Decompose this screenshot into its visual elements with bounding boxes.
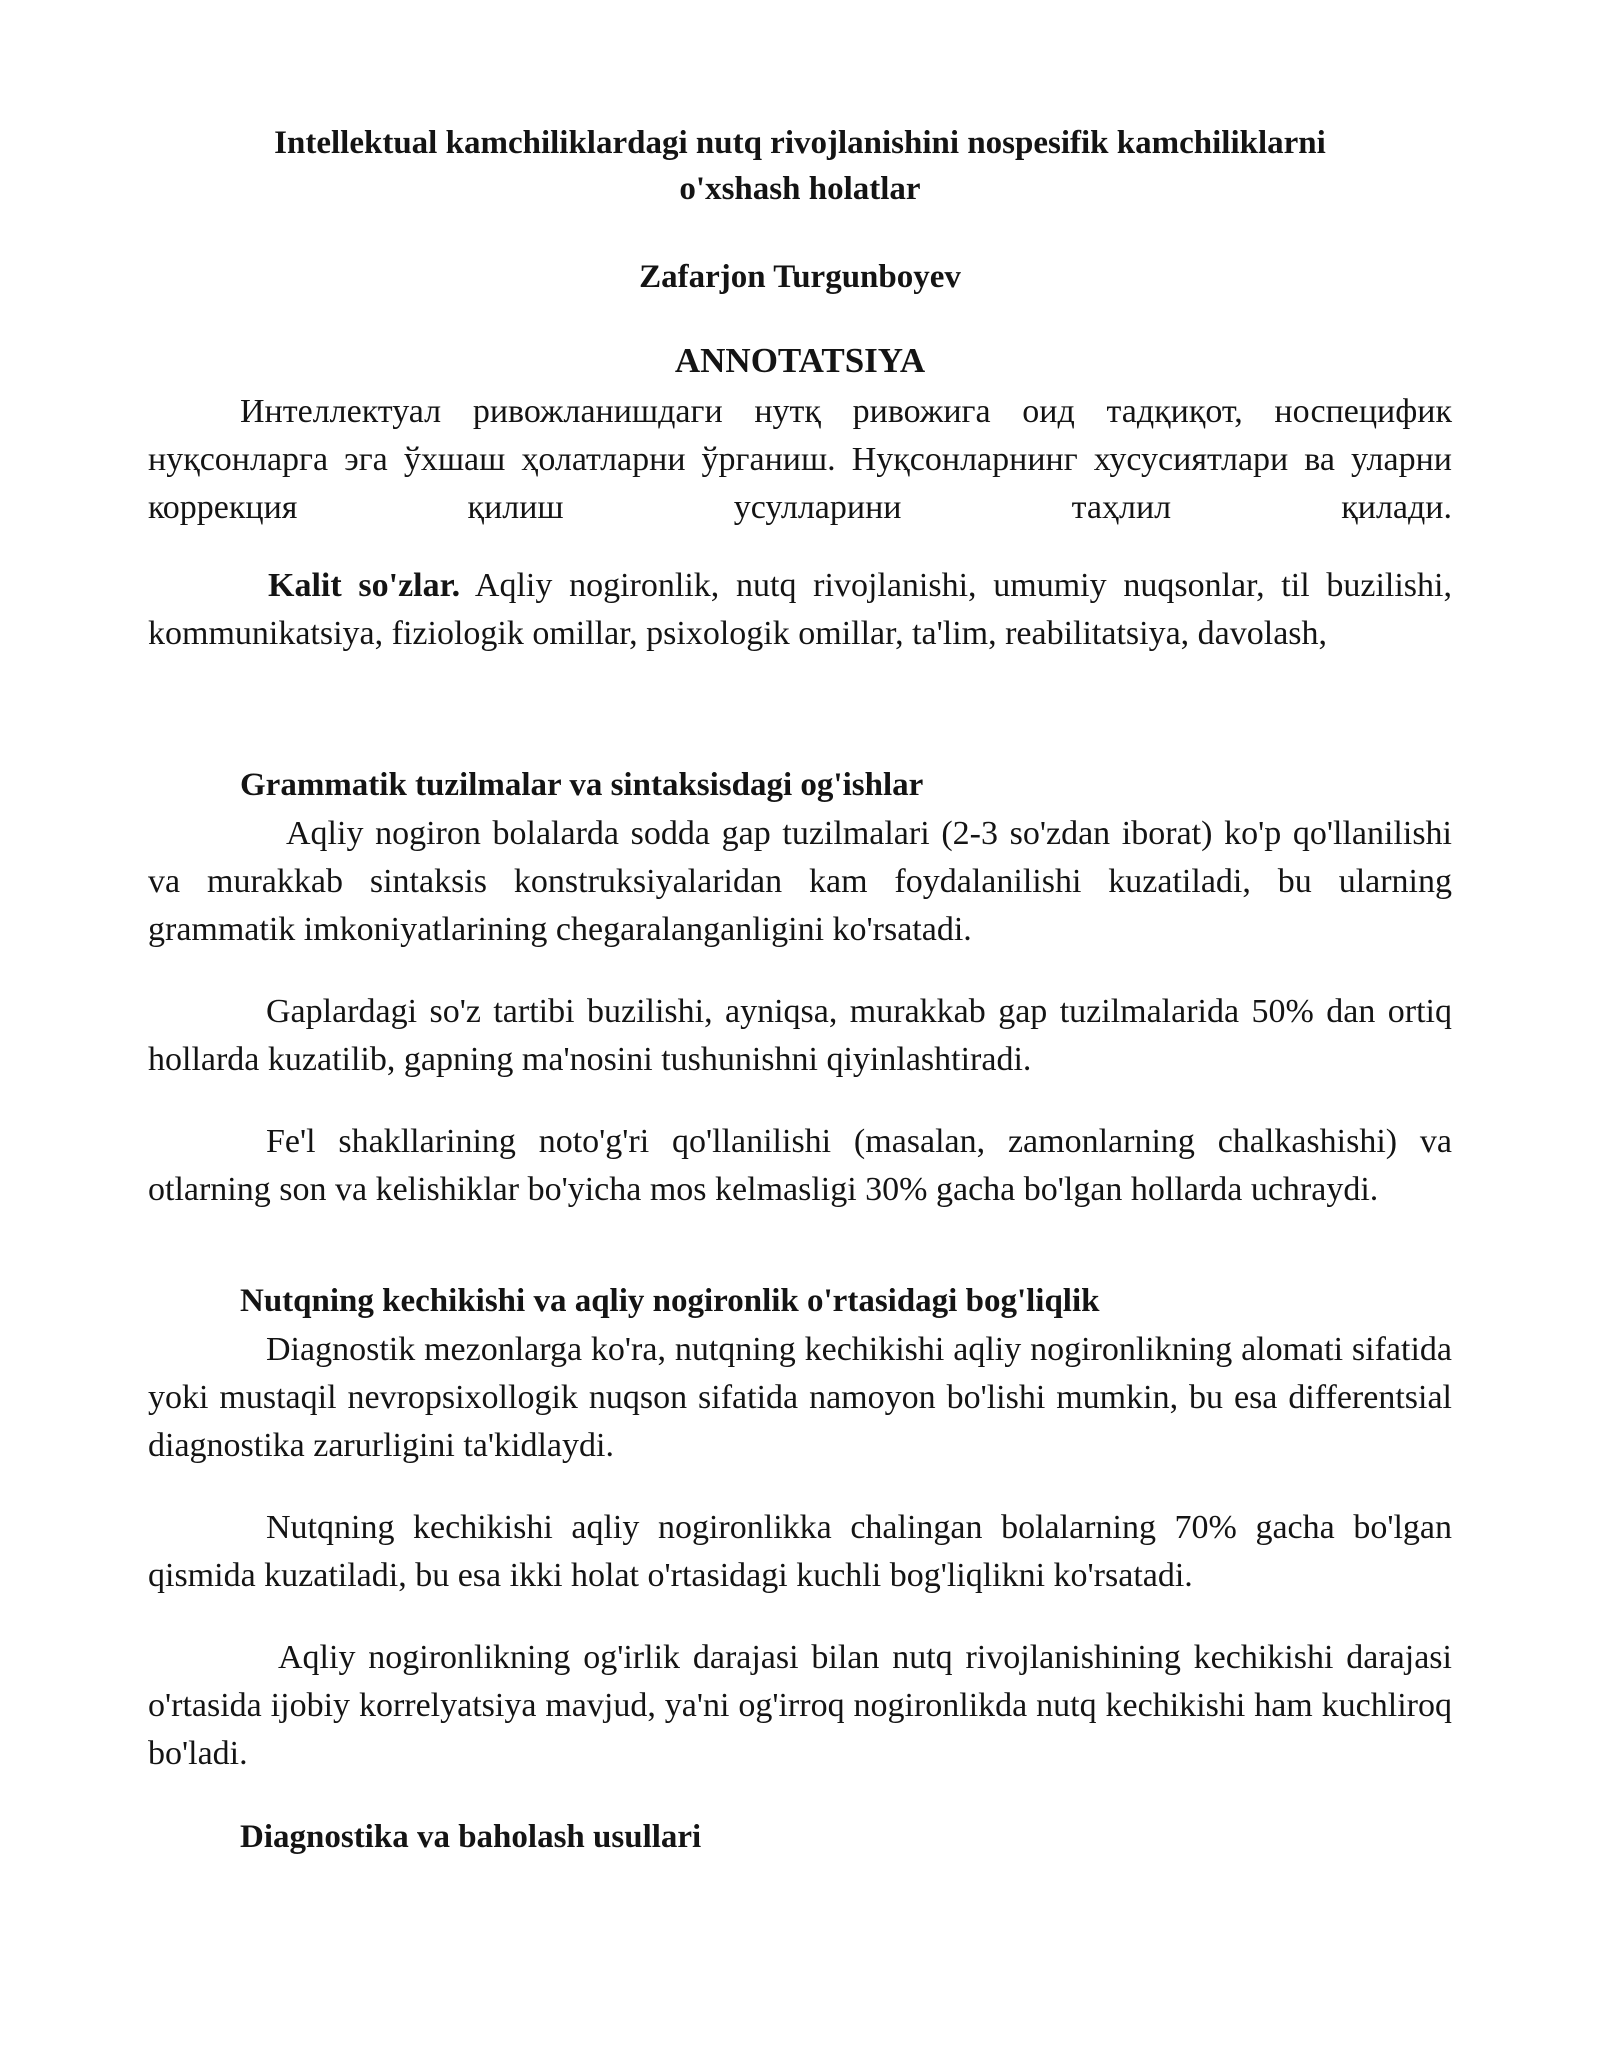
section-speech-delay-paragraph-1: Diagnostik mezonlarga ko'ra, nutqning kechikishi aqliy nogironlikning alomati sifatida yoki mustaqil nevropsixollogik nuqson sifatida namoyon bo'lishi mumkin, bu esa differentsial diagnostika zarurligini ta'kidlaydi. — [148, 1331, 1452, 1464]
title-line-2: o'xshash holatlar — [679, 171, 921, 207]
section-speech-delay-paragraph-2: Nutqning kechikishi aqliy nogironlikka chalingan bolalarning 70% gacha bo'lgan qismida kuzatiladi, bu esa ikki holat o'rtasidagi kuchli bog'liqlikni ko'rsatadi. — [148, 1509, 1452, 1594]
document-page — [148, 120, 1452, 1860]
section-heading-diagnostics: Diagnostika va baholash usullari — [240, 1819, 702, 1855]
author-name: Zafarjon Turgunboyev — [639, 259, 961, 295]
section-grammar-paragraph-3: Fe'l shakllarining noto'g'ri qo'llanilishi (masalan, zamonlarning chalkashishi) va otlarning son va kelishiklar bo'yicha mos kelmasligi 30% gacha bo'lgan hollarda uchraydi. — [148, 1123, 1452, 1208]
keywords-text: Aqliy nogironlik, nutq rivojlanishi, umumiy nuqsonlar, til buzilishi, kommunikatsiya, fiziologik omillar, psixologik omillar, ta'lim, reabilitatsiya, davolash, — [148, 567, 1452, 652]
section-heading-grammar: Grammatik tuzilmalar va sintaksisdagi og'ishlar — [240, 767, 924, 803]
section-heading-speech-delay: Nutqning kechikishi va aqliy nogironlik o'rtasidagi bog'liqlik — [240, 1283, 1100, 1319]
title-line-1: Intellektual kamchiliklardagi nutq rivojlanishini nospesifik kamchiliklarni — [274, 125, 1326, 161]
document-title — [148, 120, 1452, 212]
keywords-label: Kalit so'zlar. — [268, 567, 461, 604]
annotation-heading: ANNOTATSIYA — [674, 341, 926, 380]
section-speech-delay-paragraph-3: Aqliy nogironlikning og'irlik darajasi bilan nutq rivojlanishining kechikishi darajasi o'rtasida ijobiy korrelyatsiya mavjud, ya'ni og'irroq nogironlikda nutq kechikishi ham kuchliroq bo'ladi. — [148, 1639, 1452, 1772]
keywords-paragraph — [148, 562, 1452, 658]
section-grammar-paragraph-2: Gaplardagi so'z tartibi buzilishi, ayniqsa, murakkab gap tuzilmalarida 50% dan ortiq hollarda kuzatilib, gapning ma'nosini tushunishni qiyinlashtiradi. — [148, 993, 1452, 1078]
section-grammar-paragraph-1: Aqliy nogiron bolalarda sodda gap tuzilmalari (2-3 so'zdan iborat) ko'p qo'llanilishi va murakkab sintaksis konstruksiyalaridan kam foydalanilishi kuzatiladi, bu ularning grammatik imkoniyatlarining chegaralanganligini ko'rsatadi. — [148, 815, 1452, 948]
annotation-text: Интеллектуал ривожланишдаги нутқ ривожига оид тадқиқот, носпецифик нуқсонларга эга ўхшаш ҳолатларни ўрганиш. Нуқсонларнинг хусусиятлари ва уларни коррекция қилиш усулларини таҳлил қилади. — [148, 393, 1452, 526]
